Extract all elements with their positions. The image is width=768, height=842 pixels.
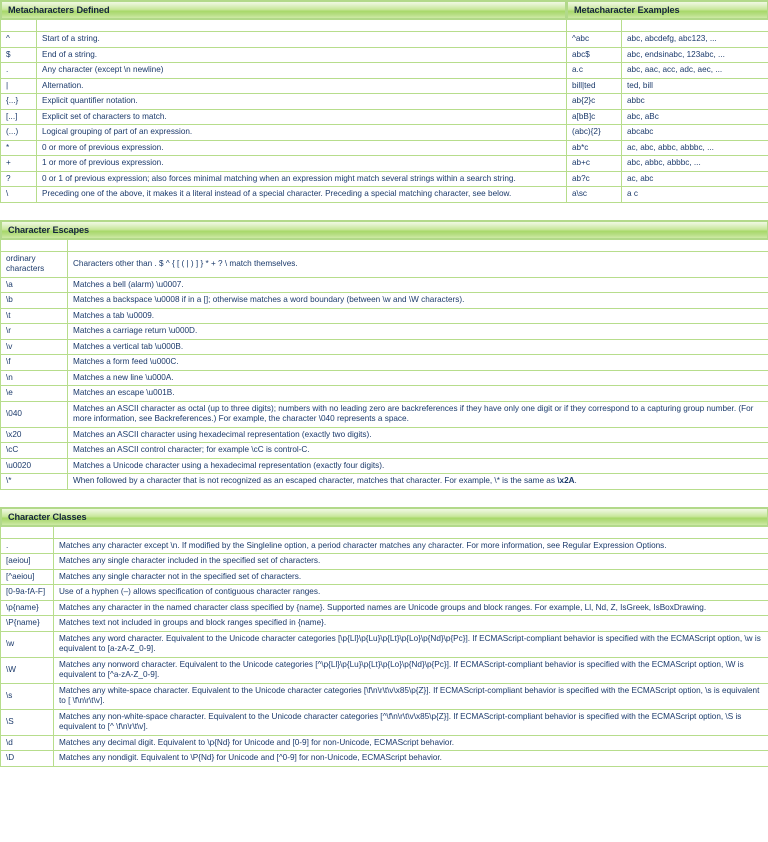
cell-example: ab?c [567,171,622,187]
cell-example: ab{2}c [567,94,622,110]
cell-description: Matches any single character included in the specified set of characters. [54,554,768,570]
table-row [1,277,768,293]
character-classes-title: Character Classes [1,508,768,526]
cell-example: a\sc [567,187,622,203]
table-row [1,709,768,735]
metacharacters-subhead-row [1,20,768,32]
table-row [1,616,768,632]
section-character-escapes [0,220,768,490]
cell-description: Matches a new line \u000A. [68,370,768,386]
cell-description: Matches any character in the named character class specified by {name}. Supported names are Unicode groups and block ranges. For example, Ll, Nd, Z, IsGreek, IsBoxDrawing. [54,600,768,616]
cell-description: 1 or more of previous expression. [37,156,567,172]
cell-symbol: | [1,78,37,94]
cell-example: a.c [567,63,622,79]
cell-matches: ac, abc, abbc, abbbc, ... [622,140,768,156]
cell-description: Matches a carriage return \u000D. [68,324,768,340]
cell-description: Matches a bell (alarm) \u0007. [68,277,768,293]
table-row [1,569,768,585]
spacer-cell-description [37,20,567,32]
cell-matches: abcabc [622,125,768,141]
cell-symbol: \D [1,751,54,767]
table-row [1,187,768,203]
character-escapes-header-row [1,220,768,239]
metacharacters-table [0,0,768,203]
cell-symbol: \x20 [1,427,68,443]
cell-example: (abc){2} [567,125,622,141]
table-row [1,386,768,402]
table-row [1,125,768,141]
cell-description: Matches any decimal digit. Equivalent to \p{Nd} for Unicode and [0-9] for non-Unicode, ECMAScript behavior. [54,735,768,751]
cell-matches: ac, abc [622,171,768,187]
cell-description: End of a string. [37,47,567,63]
cell-symbol: \p{name} [1,600,54,616]
cell-description: Logical grouping of part of an expression. [37,125,567,141]
cell-matches: a c [622,187,768,203]
table-row [1,32,768,48]
cell-symbol: + [1,156,37,172]
cell-matches: abc, abbc, abbbc, ... [622,156,768,172]
cell-description: Matches a Unicode character using a hexadecimal representation (exactly four digits). [68,458,768,474]
cell-description: Matches any word character. Equivalent to the Unicode character categories [\p{Ll}\p{Lu}\p{Lt}\p{Lo}\p{Nd}\p{Pc}]. If ECMAScript-compliant behavior is specified with the ECMAScript option, \w is equivalent to [a-zA-Z_0-9]. [54,631,768,657]
table-row [1,474,768,490]
cell-symbol: \s [1,683,54,709]
character-escapes-body [1,251,768,489]
cell-symbol: . [1,63,37,79]
cell-symbol: \v [1,339,68,355]
cell-description: Matches a tab \u0009. [68,308,768,324]
table-row [1,308,768,324]
spacer-cell-symbol [1,526,54,538]
metacharacters-body [1,32,768,203]
cell-description: Matches an ASCII character using hexadecimal representation (exactly two digits). [68,427,768,443]
table-row [1,251,768,277]
metacharacter-examples-title: Metacharacter Examples [567,1,768,19]
cell-symbol: \d [1,735,54,751]
cell-symbol: \040 [1,401,68,427]
cell-description: Matches any single character not in the specified set of characters. [54,569,768,585]
cell-symbol: \r [1,324,68,340]
table-row [1,631,768,657]
table-row [1,78,768,94]
cell-matches: abc, endsinabc, 123abc, ... [622,47,768,63]
table-row [1,370,768,386]
cell-description: Matches an ASCII character as octal (up to three digits); numbers with no leading zero are backreferences if they have only one digit or if they correspond to a capturing group number. (For more information, see Backreferences.) For example, the character \040 represents a space. [68,401,768,427]
spacer-cell-description [68,239,768,251]
cell-description: Characters other than . $ ^ { [ ( | ) ] } * + ? \ match themselves. [68,251,768,277]
cell-symbol: \a [1,277,68,293]
table-row [1,324,768,340]
table-row [1,171,768,187]
cell-description: Matches any non-white-space character. Equivalent to the Unicode character categories [^\f\n\r\t\v\x85\p{Z}]. If ECMAScript-compliant behavior is specified with the ECMAScript option, \S is equivalent to [^ \f\n\r\t\v]. [54,709,768,735]
cell-symbol: \b [1,293,68,309]
cell-symbol: * [1,140,37,156]
spacer-cell-symbol [1,20,37,32]
section-gap-2 [0,490,768,507]
character-classes-header-row [1,507,768,526]
table-row [1,156,768,172]
cell-symbol: [0-9a-fA-F] [1,585,54,601]
cell-symbol: \w [1,631,54,657]
cell-symbol: ordinary characters [1,251,68,277]
cell-description: Start of a string. [37,32,567,48]
cell-description: Any character (except \n newline) [37,63,567,79]
metacharacters-title: Metacharacters Defined [1,1,566,19]
table-row [1,554,768,570]
cell-description: Matches text not included in groups and block ranges specified in {name}. [54,616,768,632]
table-row [1,735,768,751]
table-row [1,427,768,443]
character-escapes-subhead-row [1,239,768,251]
table-row [1,355,768,371]
character-classes-table [0,507,768,767]
cell-description: 0 or 1 of previous expression; also forces minimal matching when an expression might match several strings within a search string. [37,171,567,187]
cell-symbol: ^ [1,32,37,48]
table-row [1,751,768,767]
cell-matches: abc, aac, acc, adc, aec, ... [622,63,768,79]
spacer-cell-symbol [1,239,68,251]
cell-symbol: \W [1,657,54,683]
cell-symbol: \ [1,187,37,203]
cell-symbol: \f [1,355,68,371]
section-character-classes [0,507,768,767]
table-row [1,683,768,709]
cell-description: Explicit quantifier notation. [37,94,567,110]
character-classes-body [1,538,768,766]
cell-symbol: {...} [1,94,37,110]
cell-symbol: [^aeiou] [1,569,54,585]
cell-description: Matches an ASCII control character; for example \cC is control-C. [68,443,768,459]
table-row [1,600,768,616]
cell-symbol: \P{name} [1,616,54,632]
cell-symbol: ? [1,171,37,187]
table-row [1,339,768,355]
cell-description: Matches a form feed \u000C. [68,355,768,371]
character-classes-subhead-row [1,526,768,538]
table-row [1,401,768,427]
cell-description: When followed by a character that is not recognized as an escaped character, matches that character. For example, \* is the same as \x2A. [68,474,768,490]
cell-example: a[bB]c [567,109,622,125]
cell-description: Alternation. [37,78,567,94]
cell-symbol: \e [1,386,68,402]
cell-description: Matches a vertical tab \u000B. [68,339,768,355]
cell-description: Matches any nondigit. Equivalent to \P{Nd} for Unicode and [^0-9] for non-Unicode, ECMAScript behavior. [54,751,768,767]
section-gap-1 [0,203,768,220]
cell-symbol: \t [1,308,68,324]
cell-description: Matches any nonword character. Equivalent to the Unicode categories [^\p{Ll}\p{Lu}\p{Lt}\p{Lo}\p{Nd}\p{Pc}]. If ECMAScript-compliant behavior is specified with the ECMAScript option, \W is equivalent to [^a-zA-Z_0-9]. [54,657,768,683]
cell-symbol: \* [1,474,68,490]
spacer-cell-description [54,526,768,538]
cell-example: ab*c [567,140,622,156]
cell-description: Matches any character except \n. If modified by the Singleline option, a period character matches any character. For more information, see Regular Expression Options. [54,538,768,554]
table-row [1,458,768,474]
cell-description: Matches any white-space character. Equivalent to the Unicode character categories [\f\n\r\t\v\x85\p{Z}]. If ECMAScript-compliant behavior is specified with the ECMAScript option, \s is equivalent to [ \f\n\r\t\v]. [54,683,768,709]
table-row [1,109,768,125]
table-row [1,538,768,554]
cell-symbol: . [1,538,54,554]
cell-symbol: \S [1,709,54,735]
cell-matches: abc, aBc [622,109,768,125]
character-escapes-title: Character Escapes [1,221,768,239]
table-row [1,94,768,110]
spacer-cell-example [567,20,622,32]
cell-symbol: [aeiou] [1,554,54,570]
spacer-cell-matches [622,20,768,32]
cell-example: abc$ [567,47,622,63]
cell-symbol: (...) [1,125,37,141]
cell-symbol: [...] [1,109,37,125]
cell-description: Explicit set of characters to match. [37,109,567,125]
cell-matches: ted, bill [622,78,768,94]
table-row [1,585,768,601]
table-row [1,443,768,459]
table-row [1,657,768,683]
character-escapes-table [0,220,768,490]
cell-matches: abc, abcdefg, abc123, ... [622,32,768,48]
cell-matches: abbc [622,94,768,110]
cell-symbol: \n [1,370,68,386]
cell-description: Preceding one of the above, it makes it a literal instead of a special character. Preceding a special matching character, see below. [37,187,567,203]
cell-description: 0 or more of previous expression. [37,140,567,156]
cell-example: bill|ted [567,78,622,94]
cell-description: Matches an escape \u001B. [68,386,768,402]
cell-example: ^abc [567,32,622,48]
cell-symbol: \u0020 [1,458,68,474]
cell-symbol: \cC [1,443,68,459]
section-metacharacters [0,0,768,203]
cell-description: Matches a backspace \u0008 if in a []; otherwise matches a word boundary (between \w and \W characters). [68,293,768,309]
table-row [1,63,768,79]
table-row [1,47,768,63]
table-row [1,293,768,309]
table-row [1,140,768,156]
cell-example: ab+c [567,156,622,172]
cell-description: Use of a hyphen (–) allows specification of contiguous character ranges. [54,585,768,601]
cell-symbol: $ [1,47,37,63]
metacharacters-header-row [1,1,768,20]
